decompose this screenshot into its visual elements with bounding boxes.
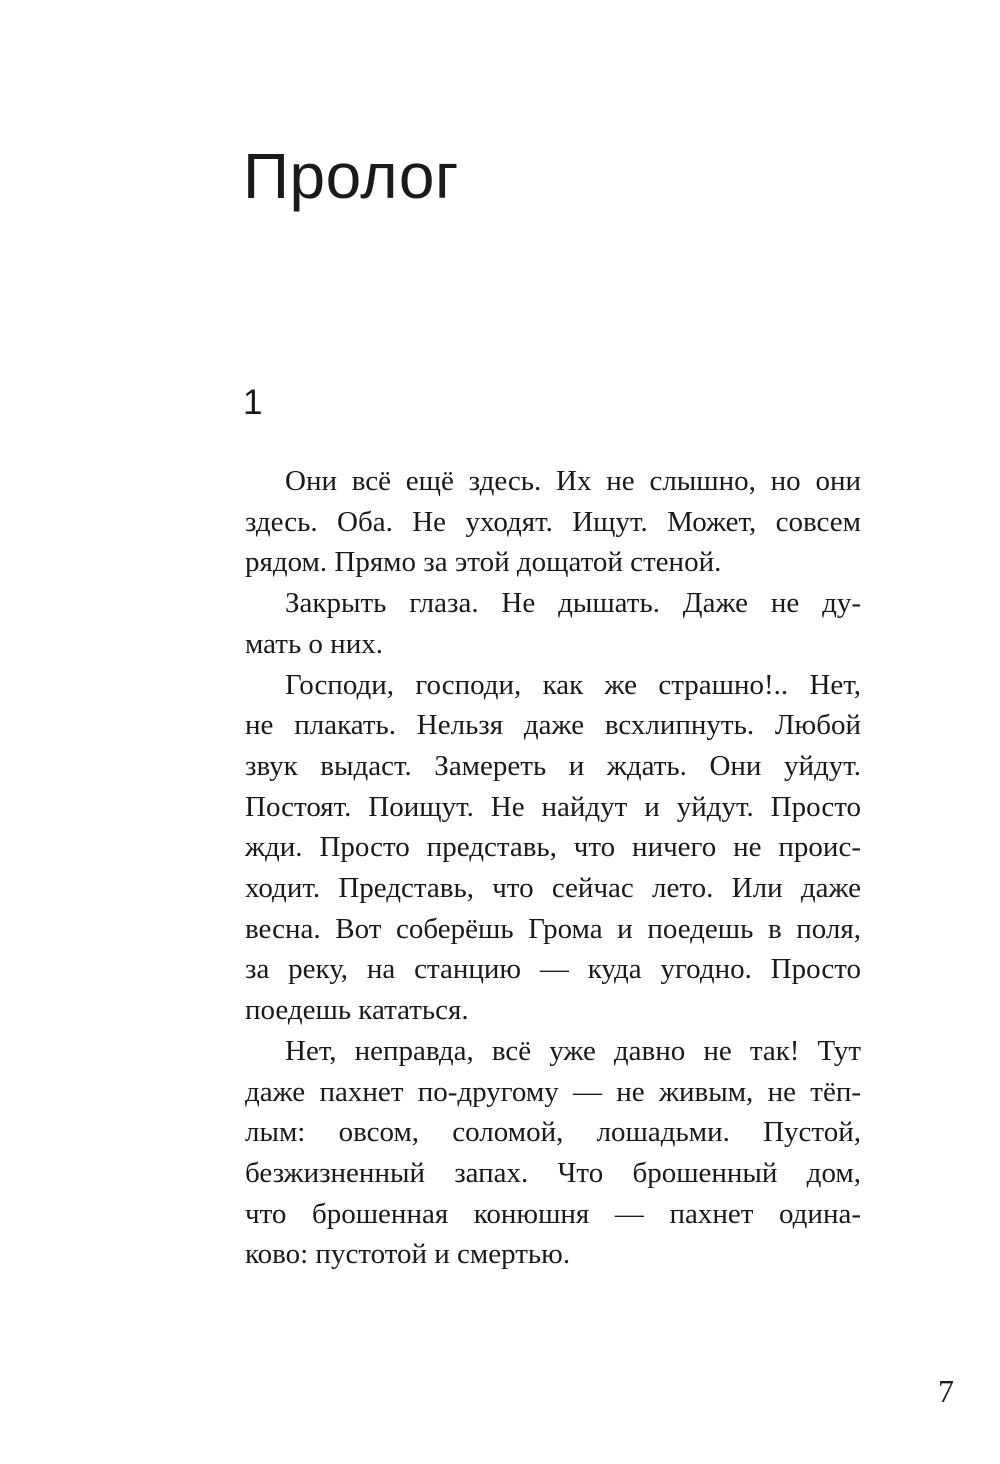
text-line: что брошенная конюшня — пахнет одина- xyxy=(245,1197,861,1230)
text-line: весна. Вот соберёшь Грома и поедешь в поля, xyxy=(245,912,861,945)
text-line: мать о них. xyxy=(245,627,383,660)
section-number: 1 xyxy=(243,383,263,422)
text-line: лым: овсом, соломой, лошадьми. Пустой, xyxy=(245,1116,861,1149)
text-line: звук выдаст. Замереть и ждать. Они уйдут. xyxy=(245,749,861,782)
text-line: ходит. Представь, что сейчас лето. Или даже xyxy=(245,872,861,905)
text-line: поедешь кататься. xyxy=(245,994,469,1027)
paragraph-2 xyxy=(245,583,861,664)
text-line: даже пахнет по-другому — не живым, не тёп- xyxy=(245,1075,861,1108)
text-line: Нет, неправда, всё уже давно не так! Тут xyxy=(285,1034,861,1067)
page-number: 7 xyxy=(938,1373,954,1409)
text-line: ково: пустотой и смертью. xyxy=(245,1238,571,1271)
text-line: за реку, на станцию — куда угодно. Просто xyxy=(245,953,861,986)
body-text xyxy=(245,461,861,1275)
paragraph-3 xyxy=(245,665,861,1031)
text-line: жди. Просто представь, что ничего не проис- xyxy=(245,831,861,864)
text-line: рядом. Прямо за этой дощатой стеной. xyxy=(245,546,722,579)
text-line: Они всё ещё здесь. Их не слышно, но они xyxy=(285,465,861,497)
text-line: не плакать. Нельзя даже всхлипнуть. Любой xyxy=(245,709,861,742)
text-line: Закрыть глаза. Не дышать. Даже не ду- xyxy=(285,587,861,620)
chapter-title: Пролог xyxy=(243,140,459,212)
paragraph-4 xyxy=(245,1031,861,1275)
text-line: Постоят. Поищут. Не найдут и уйдут. Просто xyxy=(245,790,861,823)
text-line: здесь. Оба. Не уходят. Ищут. Может, совсем xyxy=(245,505,861,538)
paragraph-1 xyxy=(245,461,861,583)
text-line: безжизненный запах. Что брошенный дом, xyxy=(245,1156,861,1189)
text-line: Господи, господи, как же страшно!.. Нет, xyxy=(285,668,861,701)
